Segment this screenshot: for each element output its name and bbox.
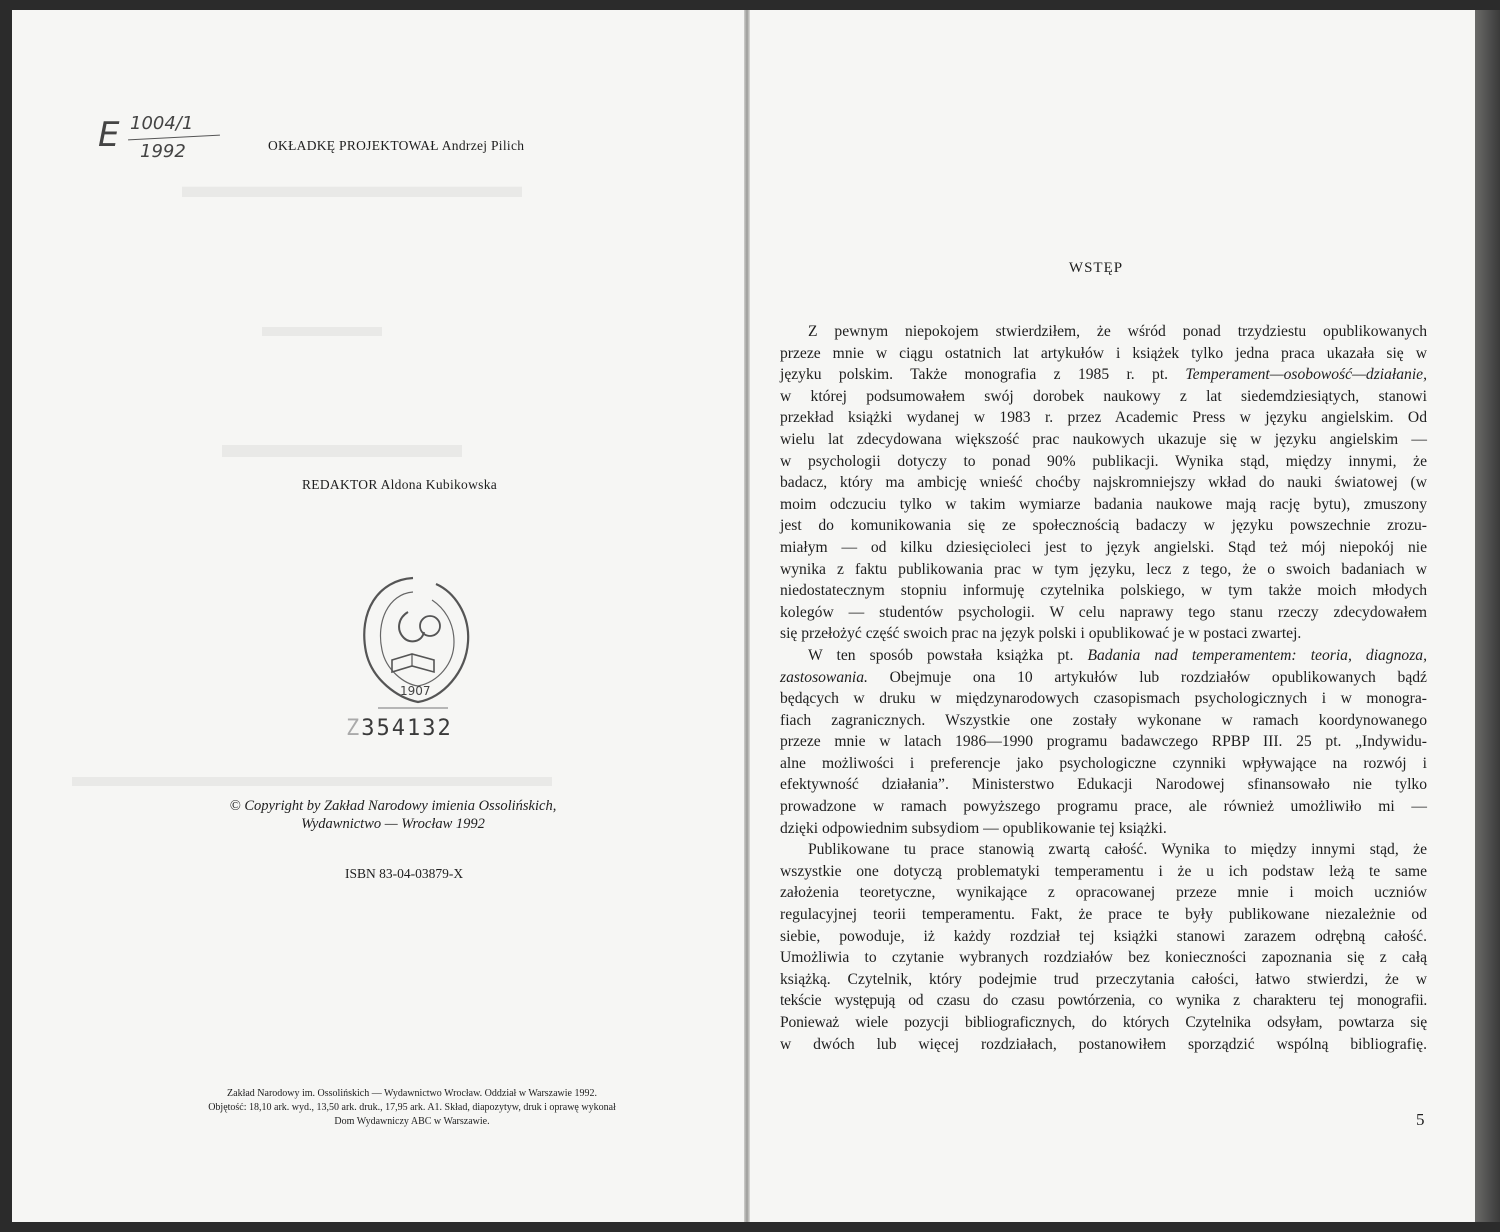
text-line: miałym — od kilku dziesięcioleci jest to język angielski. Stąd też mój niepokój nie xyxy=(780,538,1427,556)
text-line: niedostatecznym stopniu informuję czytelnika polskiego, w tym także moich młodych xyxy=(780,582,1427,600)
inventory-number-value: 354132 xyxy=(361,716,453,741)
text-line: Z pewnym niepokojem stwierdziłem, że wśród ponad trzydziestu opublikowanych xyxy=(808,323,1427,340)
inventory-prefix-faded: Z xyxy=(346,716,362,741)
text-line: w której podsumowałem swój dorobek naukowy z lat siedemdziesiątych, stanowi xyxy=(780,387,1427,405)
stamp-year: 1907 xyxy=(400,684,431,698)
text-line: wynika z faktu publikowania prac w tym języku, lecz z tego, że o swoich badaniach w xyxy=(780,560,1427,578)
text-line: siebie, powoduje, iż każdy rozdział tej książki stanowi zarazem odrębną całość. xyxy=(780,927,1427,945)
text-line: będących w druku w międzynarodowych czasopismach psychologicznych i w monogra- xyxy=(780,690,1427,708)
stamp-graphic xyxy=(348,572,478,722)
handwritten-year: 1992 xyxy=(140,141,186,162)
text-line: fiach zagranicznych. Wszystkie one zostały wykonane w ramach koordynowanego xyxy=(780,711,1427,729)
left-page xyxy=(12,10,744,1222)
text-line: wszystkie one dotyczą problematyki temperamentu i że u ich podstaw leżą te same xyxy=(780,862,1427,880)
page-edge-shadow xyxy=(1475,10,1500,1222)
right-page xyxy=(750,10,1475,1222)
text-line: dzięki odpowiednim subsydiom — opublikowanie tej książki. xyxy=(780,819,1167,837)
text-line: Publikowane tu prace stanowią zwartą całość. Wynika to między innymi stąd, że xyxy=(808,841,1427,859)
text-line xyxy=(780,667,1427,689)
text-line-part: Obejmuje ona 10 artykułów lub rozdziałów opublikowanych bądź xyxy=(889,668,1427,686)
handwritten-divider xyxy=(128,135,220,141)
inventory-number xyxy=(346,716,453,741)
text-line: badacz, który ma ambicję wnieść choćby najskromniejszy wkład do nauki światowej (w xyxy=(780,474,1427,492)
text-line: założenia teoretyczne, wynikające z opracowanej przeze mnie i moich uczniów xyxy=(780,884,1427,902)
imprint-line-3: Dom Wydawniczy ABC w Warszawie. xyxy=(334,1116,490,1127)
text-line: jest do komunikowania się ze społecznością badaczy w języku powszechnie zrozu- xyxy=(780,517,1427,535)
italic-title: Temperament—osobowość—działanie, xyxy=(1185,366,1427,384)
cover-designer-credit: OKŁADKĘ PROJEKTOWAŁ Andrzej Pilich xyxy=(268,138,525,153)
text-line: Ponieważ wiele pozycji bibliograficznych, do których Czytelnika odsyłam, powtarza się xyxy=(780,1014,1427,1031)
editor-credit: REDAKTOR Aldona Kubikowska xyxy=(302,477,498,492)
text-line: regulacyjnej teorii temperamentu. Fakt, że prace te były publikowane niezależnie od xyxy=(780,906,1427,924)
body-text xyxy=(780,321,1427,1055)
text-line: w dwóch lub więcej rozdziałach, postanowiłem sporządzić wspólną bibliografię. xyxy=(780,1035,1427,1053)
italic-title: zastosowania. xyxy=(780,668,868,686)
copyright-line-1: © Copyright by Zakład Narodowy imienia Ossolińskich, xyxy=(229,798,557,814)
text-line: prowadzone w ramach powyższego programu prace, ale również umożliwiło mi — xyxy=(780,798,1427,816)
page-number: 5 xyxy=(1416,1110,1425,1129)
text-line: w psychologii dotyczy to ponad 90% publikacji. Wynika stąd, między innymi, że xyxy=(780,452,1427,470)
imprint-line-2: Objętość: 18,10 ark. wyd., 13,50 ark. druk., 17,95 ark. A1. Skład, diapozytyw, druk i oprawę wykonał xyxy=(208,1102,616,1113)
text-line: książką. Czytelnik, który podejmie trud przeczytania całości, łatwo stwierdzi, że w xyxy=(780,970,1427,988)
bleed-through: ▬▬▬▬▬▬▬▬▬▬▬▬▬▬▬▬ xyxy=(72,760,552,793)
text-line: przeze mnie w ciągu ostatnich lat artykułów i książek tylko jedna praca ukazała się w xyxy=(780,344,1427,362)
text-line: efektywność działania”. Ministerstwo Edukacji Narodowej sfinansowało nie tylko xyxy=(780,776,1427,794)
text-line: moim odczuciu tylko w takim wymiarze badania naukowe mają rację bytu), zmuszony xyxy=(780,495,1427,513)
italic-title: Badania nad temperamentem: teoria, diagnoza, xyxy=(1087,646,1427,664)
bleed-through: ▬▬▬▬▬▬ xyxy=(222,421,462,466)
copyright-line-2: Wydawnictwo — Wrocław 1992 xyxy=(301,816,485,832)
text-line-part: W ten sposób powstała książka pt. xyxy=(808,646,1074,664)
text-line xyxy=(780,364,1427,386)
text-line: się przełożyć część swoich prac na język polski i opublikować je w postaci zwartej. xyxy=(780,625,1302,643)
bleed-through: ▬▬▬▬ xyxy=(262,310,382,343)
text-line: przekład książki wydanej w 1983 r. przez Academic Press w języku angielskim. Od xyxy=(780,409,1427,427)
handwritten-number: 1004/1 xyxy=(130,113,194,134)
text-line: wielu lat zdecydowana większość prac naukowych ukazuje się w języku angielskim — xyxy=(780,430,1427,448)
text-line xyxy=(780,645,1427,667)
bleed-through: ▬▬▬▬▬▬▬▬▬▬ xyxy=(182,168,522,205)
text-line-part: języku polskim. Także monografia z 1985 r. pt. xyxy=(780,366,1169,384)
text-line: przeze mnie w latach 1986—1990 programu badawczego RPBP III. 25 pt. „Indywidu- xyxy=(780,733,1427,751)
text-line: Umożliwia to czytanie wybranych rozdziałów bez konieczności zapoznania się z całą xyxy=(780,949,1427,967)
text-line: alne możliwości i preferencje jako psychologiczne czynniki wpływające na rozwój i xyxy=(780,754,1427,772)
library-stamp xyxy=(348,572,478,722)
chapter-heading: WSTĘP xyxy=(1068,260,1124,276)
imprint-line-1: Zakład Narodowy im. Ossolińskich — Wydawnictwo Wrocław. Oddział w Warszawie 1992. xyxy=(227,1088,597,1099)
text-line: kolegów — studentów psychologii. W celu naprawy tego stanu rzeczy zdecydowałem xyxy=(780,603,1427,621)
text-line: tekście występują od czasu do czasu powtórzenia, co wynika z charakteru tej monografii. xyxy=(780,992,1427,1010)
isbn: ISBN 83-04-03879-X xyxy=(345,866,464,881)
handwritten-mark: E xyxy=(98,115,120,155)
